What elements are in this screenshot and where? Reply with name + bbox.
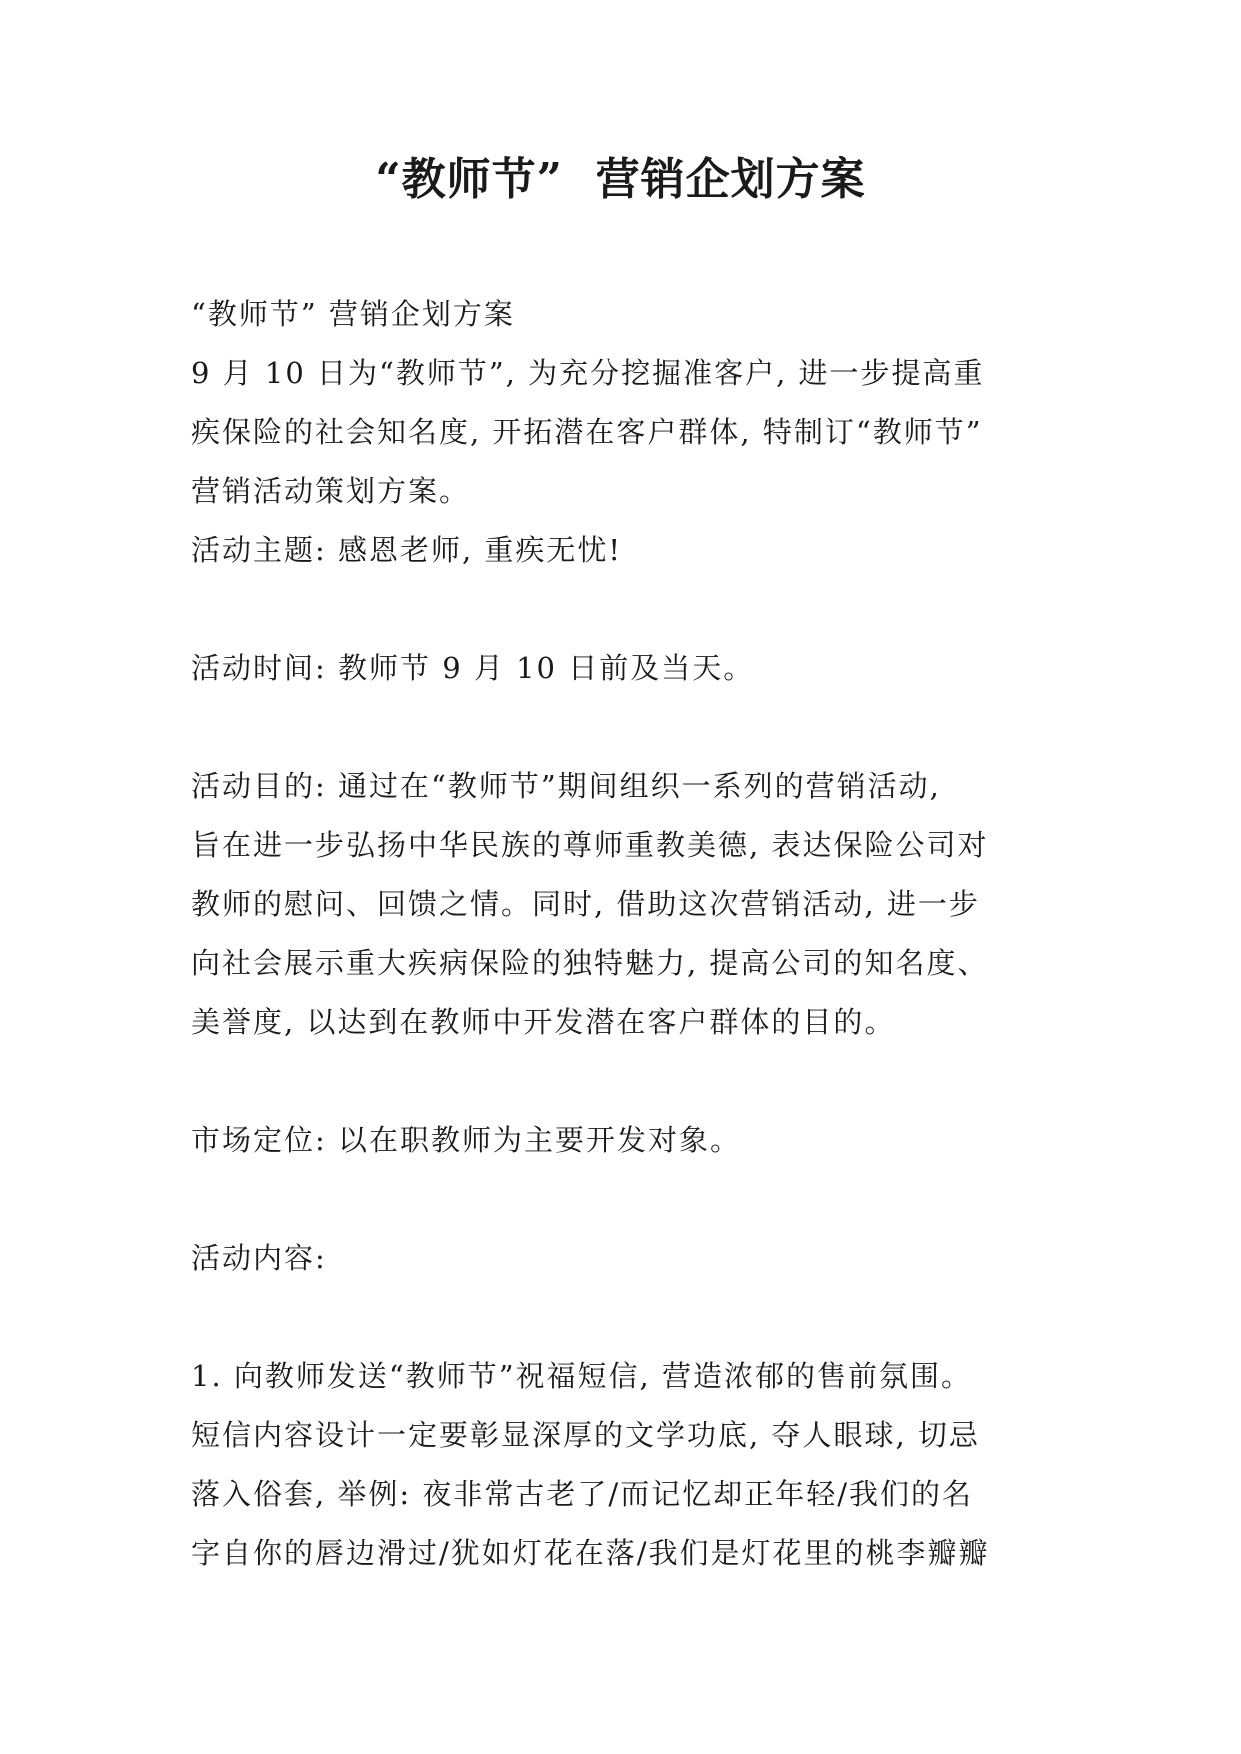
document-title: “教师节” 营销企划方案 — [375, 154, 866, 205]
intro-line: 疾保险的社会知名度, 开拓潜在客户群体, 特制订“教师节” — [191, 415, 983, 449]
purpose-line: 教师的慰问、回馈之情。同时, 借助这次营销活动, 进一步 — [191, 887, 980, 921]
intro-line: 9 月 10 日为“教师节”, 为充分挖掘准客户, 进一步提高重 — [191, 356, 985, 390]
paragraph-gap — [191, 1288, 1081, 1347]
document-body — [191, 285, 1081, 1583]
paragraph-gap — [191, 1170, 1081, 1229]
theme-line: 活动主题: 感恩老师, 重疾无忧! — [191, 533, 623, 567]
item1-line: 字自你的唇边滑过/犹如灯花在落/我们是灯花里的桃李瓣瓣 — [191, 1536, 990, 1570]
item1-line: 1. 向教师发送“教师节”祝福短信, 营造浓郁的售前氛围。 — [191, 1359, 972, 1393]
purpose-line: 旨在进一步弘扬中华民族的尊师重教美德, 表达保险公司对 — [191, 828, 989, 862]
subtitle-line: “教师节” 营销企划方案 — [191, 297, 515, 331]
positioning-line: 市场定位: 以在职教师为主要开发对象。 — [191, 1123, 741, 1157]
content-heading: 活动内容: — [191, 1241, 327, 1275]
purpose-line: 活动目的: 通过在“教师节”期间组织一系列的营销活动, — [191, 769, 941, 803]
purpose-line: 美誉度, 以达到在教师中开发潜在客户群体的目的。 — [191, 1005, 896, 1039]
paragraph-gap — [191, 580, 1081, 639]
paragraph-gap — [191, 698, 1081, 757]
item1-line: 落入俗套, 举例: 夜非常古老了/而记忆却正年轻/我们的名 — [191, 1477, 973, 1511]
time-line: 活动时间: 教师节 9 月 10 日前及当天。 — [191, 651, 755, 685]
purpose-line: 向社会展示重大疾病保险的独特魅力, 提高公司的知名度、 — [191, 946, 989, 980]
item1-line: 短信内容设计一定要彰显深厚的文学功底, 夺人眼球, 切忌 — [191, 1418, 980, 1452]
intro-line: 营销活动策划方案。 — [191, 474, 471, 508]
paragraph-gap — [191, 1052, 1081, 1111]
